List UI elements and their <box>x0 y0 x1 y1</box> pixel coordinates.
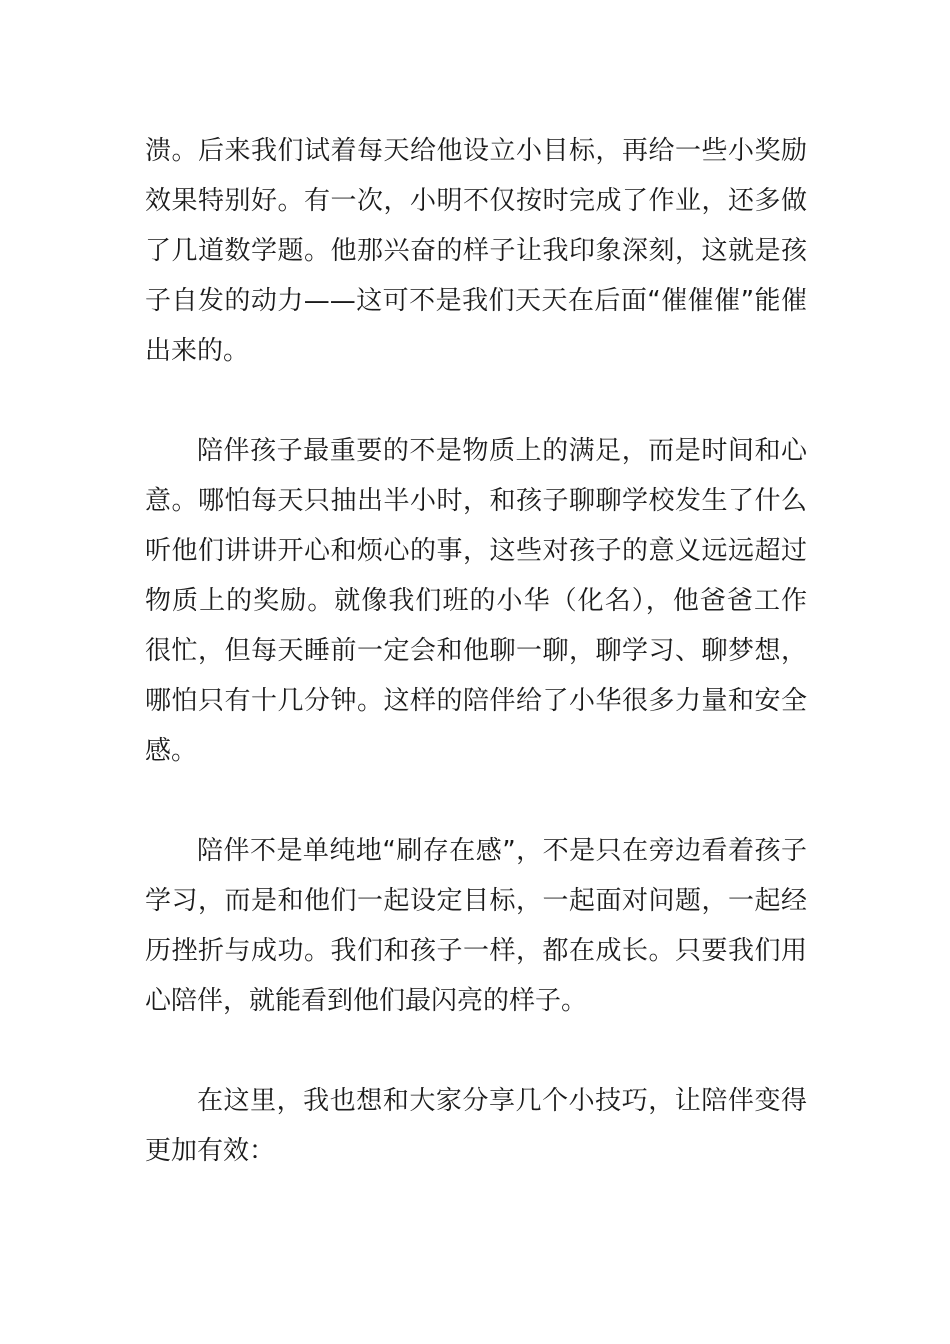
paragraph-tips-intro: 在这里，我也想和大家分享几个小技巧，让陪伴变得更加有效： <box>145 1086 807 1166</box>
paragraph-growing-together: 陪伴不是单纯地“刷存在感”，不是只在旁边看着孩子学习，而是和他们一起设定目标，一起面对问题，一起经历挫折与成功。我们和孩子一样，都在成长。只要我们用心陪伴，就能看到他们最闪亮的样子。 <box>145 836 807 1016</box>
document-body <box>145 126 807 1176</box>
paragraph-companionship-time: 陪伴孩子最重要的不是物质上的满足，而是时间和心意。哪怕每天只抽出半小时，和孩子聊聊学校发生了什么听他们讲讲开心和烦心的事，这些对孩子的意义远远超过物质上的奖励。就像我们班的小华（化名），他爸爸工作很忙，但每天睡前一定会和他聊一聊，聊学习、聊梦想，哪怕只有十几分钟。这样的陪伴给了小华很多力量和安全感。 <box>145 436 807 766</box>
paragraph-continued: 溃。后来我们试着每天给他设立小目标，再给一些小奖励效果特别好。有一次，小明不仅按时完成了作业，还多做了几道数学题。他那兴奋的样子让我印象深刻，这就是孩子自发的动力——这可不是我们天天在后面“催催催”能催出来的。 <box>145 136 807 366</box>
